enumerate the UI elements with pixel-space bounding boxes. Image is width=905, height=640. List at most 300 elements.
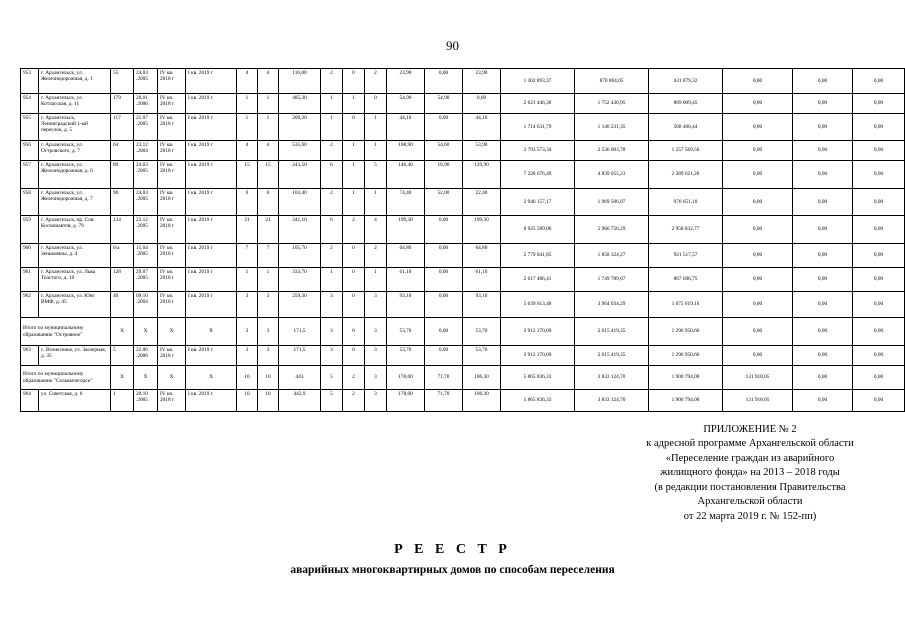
value-cell: 3	[321, 318, 343, 346]
value-cell: 71,70	[425, 390, 463, 412]
page-number: 90	[446, 38, 459, 53]
value-cell: 10	[237, 390, 258, 412]
value-cell: 146,40	[387, 161, 425, 189]
x-cell: X	[186, 318, 237, 346]
value-cell: 0,00	[723, 346, 793, 366]
x-cell: X	[134, 366, 158, 390]
value-cell: 333,70	[279, 268, 321, 292]
value-cell: 6	[321, 216, 343, 244]
value-cell: 10	[258, 390, 279, 412]
doc-number-cell: 134	[111, 216, 134, 244]
value-cell: 0,00	[793, 346, 853, 366]
planned-date-cell: IV кв. 2018 г	[158, 161, 186, 189]
value-cell: 1	[258, 94, 279, 114]
appendix-line: к адресной программе Архангельской области	[646, 438, 854, 450]
value-cell: 5 865 836,33	[501, 390, 575, 412]
doc-date-cell: 20.10 .2005	[134, 390, 158, 412]
appendix-line: жилищного фонда» на 2013 – 2018 годы	[660, 467, 840, 479]
value-cell: 23,90	[387, 69, 425, 94]
value-cell: 1 714 631,79	[501, 114, 575, 141]
value-cell: 0,00	[723, 189, 793, 216]
table-row	[21, 346, 905, 366]
value-cell: 0,00	[425, 292, 463, 318]
value-cell: 0,00	[793, 114, 853, 141]
row-number-cell: 959	[21, 216, 39, 244]
value-cell: 22,40	[463, 189, 501, 216]
value-cell: 108,90	[387, 141, 425, 161]
value-cell: 6	[237, 189, 258, 216]
value-cell: 0,00	[425, 69, 463, 94]
x-cell: X	[186, 366, 237, 390]
value-cell: 4	[258, 141, 279, 161]
value-cell: 1 752 436,95	[575, 94, 649, 114]
value-cell: 0,00	[723, 141, 793, 161]
doc-date-cell: 22.06 .2006	[134, 346, 158, 366]
value-cell: 1	[365, 141, 387, 161]
row-number-cell: 954	[21, 94, 39, 114]
value-cell: 5 966 756,29	[575, 216, 649, 244]
value-cell: 2 958 832,77	[649, 216, 723, 244]
actual-date-cell: I кв. 2019 г	[186, 346, 237, 366]
planned-date-cell: IV кв. 2018 г	[158, 141, 186, 161]
address-cell: г. Архангельск, ул. Зеньковича, д. 4	[39, 244, 111, 268]
doc-date-cell: 24.03 .2005	[134, 189, 158, 216]
doc-number-cell: 64	[111, 141, 134, 161]
value-cell: 0,00	[853, 141, 905, 161]
value-cell: 976 651,10	[649, 189, 723, 216]
value-cell: 93,10	[387, 292, 425, 318]
value-cell: 1 146 231,35	[575, 114, 649, 141]
value-cell: 131 918,05	[723, 390, 793, 412]
value-cell: 106,30	[463, 390, 501, 412]
registry-table	[20, 68, 905, 412]
value-cell: 867 696,75	[649, 268, 723, 292]
value-cell: 2	[343, 366, 365, 390]
value-cell: 2 536 003,78	[575, 141, 649, 161]
total-row	[21, 366, 905, 390]
row-number-cell: 964	[21, 390, 39, 412]
value-cell: 4	[258, 69, 279, 94]
value-cell: 3	[365, 366, 387, 390]
value-cell: 1 749 789,67	[575, 268, 649, 292]
value-cell: 0,00	[723, 161, 793, 189]
row-number-cell: 961	[21, 268, 39, 292]
value-cell: 2 621 446,30	[501, 94, 575, 114]
value-cell: 44,10	[463, 114, 501, 141]
value-cell: 0,00	[425, 268, 463, 292]
value-cell: 2	[365, 244, 387, 268]
value-cell: 106,30	[463, 366, 501, 390]
value-cell: 0,00	[723, 114, 793, 141]
value-cell: 0,00	[793, 161, 853, 189]
planned-date-cell: IV кв. 2018 г	[158, 69, 186, 94]
value-cell: 4	[237, 141, 258, 161]
value-cell: 1	[237, 114, 258, 141]
value-cell: 8 925 589,06	[501, 216, 575, 244]
x-cell: X	[158, 366, 186, 390]
row-number-cell: 960	[21, 244, 39, 268]
x-cell: X	[111, 318, 134, 346]
value-cell: 431 879,32	[649, 69, 723, 94]
actual-date-cell: I кв. 2019 г	[186, 390, 237, 412]
value-cell: 1	[321, 94, 343, 114]
value-cell: 0,00	[793, 69, 853, 94]
value-cell: 7 228 676,49	[501, 161, 575, 189]
value-cell: 116,80	[279, 69, 321, 94]
value-cell: 53,70	[387, 318, 425, 346]
doc-number-cell: 117	[111, 114, 134, 141]
value-cell: 1	[343, 161, 365, 189]
row-number-cell: 963	[21, 346, 39, 366]
value-cell: 2	[321, 69, 343, 94]
table-row	[21, 69, 905, 94]
value-cell: 0,00	[793, 94, 853, 114]
value-cell: 3	[365, 346, 387, 366]
value-cell: 3	[258, 318, 279, 346]
value-cell: 64,80	[463, 244, 501, 268]
value-cell: 6	[321, 161, 343, 189]
value-cell: 1	[343, 94, 365, 114]
actual-date-cell: I кв. 2019 г	[186, 292, 237, 318]
value-cell: 2	[321, 189, 343, 216]
value-cell: 15	[258, 161, 279, 189]
value-cell: 1	[237, 94, 258, 114]
value-cell: 3 912 370,00	[501, 346, 575, 366]
table-row	[21, 268, 905, 292]
value-cell: 0,00	[853, 94, 905, 114]
actual-date-cell: I кв. 2019 г	[186, 114, 237, 141]
value-cell: 0,00	[793, 268, 853, 292]
registry-subtitle: аварийных многоквартирных домов по способам переселения	[290, 564, 615, 576]
value-cell: 2 946 157,17	[501, 189, 575, 216]
planned-date-cell: IV кв. 2018 г	[158, 244, 186, 268]
value-cell: 0,00	[853, 346, 905, 366]
value-cell: 0,00	[723, 244, 793, 268]
table-row	[21, 390, 905, 412]
actual-date-cell: I кв. 2019 г	[186, 161, 237, 189]
value-cell: 341,10	[279, 216, 321, 244]
value-cell: 0	[343, 244, 365, 268]
value-cell: 0,00	[853, 366, 905, 390]
value-cell: 0,00	[425, 244, 463, 268]
value-cell: 3	[365, 390, 387, 412]
row-number-cell: 957	[21, 161, 39, 189]
value-cell: 0,00	[425, 114, 463, 141]
total-label-cell: Итого по муниципальному образованию "Островное"	[21, 318, 111, 346]
value-cell: 921 517,57	[649, 244, 723, 268]
appendix-line: от 22 марта 2019 г. № 152-пп)	[683, 510, 817, 522]
planned-date-cell: IV кв. 2018 г	[158, 390, 186, 412]
value-cell: 3	[237, 292, 258, 318]
doc-number-cell: 5	[111, 346, 134, 366]
value-cell: 3 964 034,29	[575, 292, 649, 318]
doc-number-cell: 179	[111, 94, 134, 114]
doc-date-cell: 09.10 .2004	[134, 292, 158, 318]
actual-date-cell: I кв. 2019 г	[186, 244, 237, 268]
value-cell: 2 615 419,35	[575, 318, 649, 346]
value-cell: 0	[343, 69, 365, 94]
planned-date-cell: IV кв. 2018 г	[158, 114, 186, 141]
address-cell: г. Архангельск, Ленинградский 1-ый переулок, д. 5	[39, 114, 111, 141]
value-cell: 74,40	[387, 189, 425, 216]
row-number-cell: 953	[21, 69, 39, 94]
value-cell: 0,00	[793, 141, 853, 161]
value-cell: 0,00	[793, 292, 853, 318]
value-cell: 5 865 836,33	[501, 366, 575, 390]
actual-date-cell: I кв. 2019 г	[186, 216, 237, 244]
planned-date-cell: IV кв. 2018 г	[158, 216, 186, 244]
address-cell: г. Архангельск, пр. Сов. Космонавтов, д. 79	[39, 216, 111, 244]
x-cell: X	[134, 318, 158, 346]
value-cell: 5	[365, 161, 387, 189]
value-cell: 443	[279, 366, 321, 390]
value-cell: 0,00	[853, 292, 905, 318]
value-cell: 103,40	[279, 189, 321, 216]
row-number-cell: 955	[21, 114, 39, 141]
value-cell: 1	[343, 141, 365, 161]
value-cell: 1	[321, 114, 343, 141]
value-cell: 0	[343, 346, 365, 366]
value-cell: 1 302 893,37	[501, 69, 575, 94]
table-row	[21, 141, 905, 161]
table-row	[21, 216, 905, 244]
doc-number-cell: 89	[111, 161, 134, 189]
value-cell: 0	[343, 292, 365, 318]
value-cell: 2	[321, 244, 343, 268]
actual-date-cell: I кв. 2019 г	[186, 268, 237, 292]
value-cell: 0,00	[723, 94, 793, 114]
value-cell: 2 779 841,85	[501, 244, 575, 268]
doc-date-cell: 24.03 .2005	[134, 161, 158, 189]
value-cell: 93,10	[463, 292, 501, 318]
value-cell: 0,00	[425, 318, 463, 346]
value-cell: 7	[237, 244, 258, 268]
value-cell: 2	[365, 69, 387, 94]
value-cell: 0,00	[853, 161, 905, 189]
table-row	[21, 161, 905, 189]
value-cell: 1 075 619,16	[649, 292, 723, 318]
total-label-cell: Итого по муниципальному образованию "Сольвычегодск"	[21, 366, 111, 390]
value-cell: 3 833 124,70	[575, 366, 649, 390]
row-number-cell: 956	[21, 141, 39, 161]
value-cell: 0	[365, 94, 387, 114]
value-cell: 54,90	[387, 94, 425, 114]
planned-date-cell: IV кв. 2018 г	[158, 94, 186, 114]
value-cell: 64,80	[387, 244, 425, 268]
value-cell: 199,30	[387, 216, 425, 244]
appendix-header	[600, 423, 900, 524]
planned-date-cell: IV кв. 2018 г	[158, 346, 186, 366]
value-cell: 0,00	[425, 346, 463, 366]
value-cell: 2	[343, 390, 365, 412]
value-cell: 131 918,05	[723, 366, 793, 390]
address-cell: ул. Советская, д. 6	[39, 390, 111, 412]
value-cell: 0	[343, 318, 365, 346]
value-cell: 3	[365, 292, 387, 318]
address-cell: г. Архангельск, ул. Островского, д. 7	[39, 141, 111, 161]
value-cell: 0,00	[793, 189, 853, 216]
value-cell: 1 858 324,27	[575, 244, 649, 268]
value-cell: 0,00	[853, 114, 905, 141]
value-cell: 54,90	[425, 94, 463, 114]
value-cell: 53,70	[463, 318, 501, 346]
value-cell: 0,00	[793, 318, 853, 346]
actual-date-cell: I кв. 2019 г	[186, 189, 237, 216]
value-cell: 0	[343, 114, 365, 141]
table-row	[21, 244, 905, 268]
value-cell: 5	[321, 390, 343, 412]
doc-date-cell: 21.07 .2005	[134, 114, 158, 141]
value-cell: 0,00	[793, 366, 853, 390]
value-cell: 0,00	[723, 292, 793, 318]
value-cell: 71,70	[425, 366, 463, 390]
doc-number-cell: 55	[111, 69, 134, 94]
appendix-line: Архангельской области	[697, 496, 803, 508]
value-cell: 3	[321, 292, 343, 318]
value-cell: 0,00	[793, 244, 853, 268]
doc-number-cell: 90	[111, 189, 134, 216]
value-cell: 442,9	[279, 390, 321, 412]
address-cell: г. Архангельск, ул. Железнодорожная, д. 1	[39, 69, 111, 94]
value-cell: 0,00	[853, 189, 905, 216]
table-row	[21, 94, 905, 114]
table-row	[21, 292, 905, 318]
doc-date-cell: 22.12 .2005	[134, 216, 158, 244]
value-cell: 1 257 569,56	[649, 141, 723, 161]
value-cell: 870 804,05	[575, 69, 649, 94]
value-cell: 1	[365, 268, 387, 292]
value-cell: 209,20	[279, 114, 321, 141]
value-cell: 0,00	[463, 94, 501, 114]
value-cell: 535,60	[279, 141, 321, 161]
value-cell: 199,30	[463, 216, 501, 244]
value-cell: 0,00	[853, 318, 905, 346]
value-cell: 21	[237, 216, 258, 244]
value-cell: 53,90	[463, 141, 501, 161]
value-cell: 10	[237, 366, 258, 390]
value-cell: 568 400,44	[649, 114, 723, 141]
value-cell: 0,00	[793, 216, 853, 244]
value-cell: 2 389 621,26	[649, 161, 723, 189]
value-cell: 0,00	[853, 244, 905, 268]
row-number-cell: 958	[21, 189, 39, 216]
appendix-line: «Переселение граждан из аварийного	[665, 452, 835, 464]
value-cell: 5 039 613,48	[501, 292, 575, 318]
value-cell: 3 912 370,00	[501, 318, 575, 346]
value-cell: 53,70	[387, 346, 425, 366]
value-cell: 171,5	[279, 318, 321, 346]
value-cell: 0,00	[853, 268, 905, 292]
value-cell: 2 617 486,41	[501, 268, 575, 292]
value-cell: 3	[237, 318, 258, 346]
value-cell: 61,10	[463, 268, 501, 292]
value-cell: 869 009,45	[649, 94, 723, 114]
table-row	[21, 114, 905, 141]
address-cell: г. Архангельск, ул. Льва Толстого, д. 10	[39, 268, 111, 292]
value-cell: 1 296 950,66	[649, 318, 723, 346]
value-cell: 52,00	[425, 189, 463, 216]
row-number-cell: 962	[21, 292, 39, 318]
value-cell: 16,90	[425, 161, 463, 189]
value-cell: 0,00	[723, 69, 793, 94]
x-cell: X	[111, 366, 134, 390]
address-cell: г. Архангельск, ул. Юнг ВМФ, д. 45	[39, 292, 111, 318]
doc-number-cell: 128	[111, 268, 134, 292]
appendix-line: (в редакции постановления Правительства	[654, 481, 846, 493]
value-cell: 0	[343, 268, 365, 292]
doc-date-cell: 29.07 .2005	[134, 268, 158, 292]
value-cell: 1	[343, 189, 365, 216]
value-cell: 1	[321, 268, 343, 292]
planned-date-cell: IV кв. 2018 г	[158, 268, 186, 292]
value-cell: 129,90	[463, 161, 501, 189]
value-cell: 0,00	[723, 318, 793, 346]
value-cell: 61,10	[387, 268, 425, 292]
doc-date-cell: 24.03 .2005	[134, 69, 158, 94]
address-cell: г. Архангельск, ул. Железнодорожная, д. 6	[39, 161, 111, 189]
value-cell: 178,00	[387, 390, 425, 412]
value-cell: 3	[321, 346, 343, 366]
value-cell: 6	[258, 189, 279, 216]
planned-date-cell: IV кв. 2018 г	[158, 189, 186, 216]
doc-number-cell: 6/а	[111, 244, 134, 268]
value-cell: 5	[321, 366, 343, 390]
registry-table-body	[21, 69, 905, 412]
doc-date-cell: 23.12 .2004	[134, 141, 158, 161]
value-cell: 0,00	[853, 390, 905, 412]
value-cell: 2 615 419,35	[575, 346, 649, 366]
value-cell: 4	[365, 216, 387, 244]
value-cell: 105,70	[279, 244, 321, 268]
value-cell: 4	[237, 69, 258, 94]
value-cell: 1	[365, 114, 387, 141]
value-cell: 53,70	[463, 346, 501, 366]
value-cell: 7	[258, 244, 279, 268]
doc-date-cell: 15.04 .2005	[134, 244, 158, 268]
address-cell: с. Вознесенье, ул. Заозерная, д. 35	[39, 346, 111, 366]
doc-date-cell: 26.01 .2006	[134, 94, 158, 114]
value-cell: 171,5	[279, 346, 321, 366]
value-cell: 3	[258, 292, 279, 318]
value-cell: 4 839 055,23	[575, 161, 649, 189]
value-cell: 1 296 950,66	[649, 346, 723, 366]
total-row	[21, 318, 905, 346]
value-cell: 0,00	[853, 69, 905, 94]
planned-date-cell: IV кв. 2018 г	[158, 292, 186, 318]
value-cell: 243,50	[279, 161, 321, 189]
value-cell: 3 833 124,70	[575, 390, 649, 412]
doc-number-cell: 40	[111, 292, 134, 318]
value-cell: 21	[258, 216, 279, 244]
value-cell: 2	[343, 216, 365, 244]
value-cell: 1	[365, 189, 387, 216]
table-row	[21, 189, 905, 216]
value-cell: 0,00	[425, 216, 463, 244]
value-cell: 1	[258, 268, 279, 292]
value-cell: 1	[237, 268, 258, 292]
value-cell: 1 969 506,07	[575, 189, 649, 216]
value-cell: 3	[365, 318, 387, 346]
value-cell: 3 793 573,34	[501, 141, 575, 161]
value-cell: 2	[321, 141, 343, 161]
actual-date-cell: I кв. 2019 г	[186, 94, 237, 114]
registry-title: Р Е Е С Т Р	[394, 542, 511, 557]
value-cell: 15	[237, 161, 258, 189]
actual-date-cell: I кв. 2019 г	[186, 69, 237, 94]
value-cell: 0,00	[723, 216, 793, 244]
address-cell: г. Архангельск, ул. Котласская, д. 11	[39, 94, 111, 114]
value-cell: 10	[258, 366, 279, 390]
